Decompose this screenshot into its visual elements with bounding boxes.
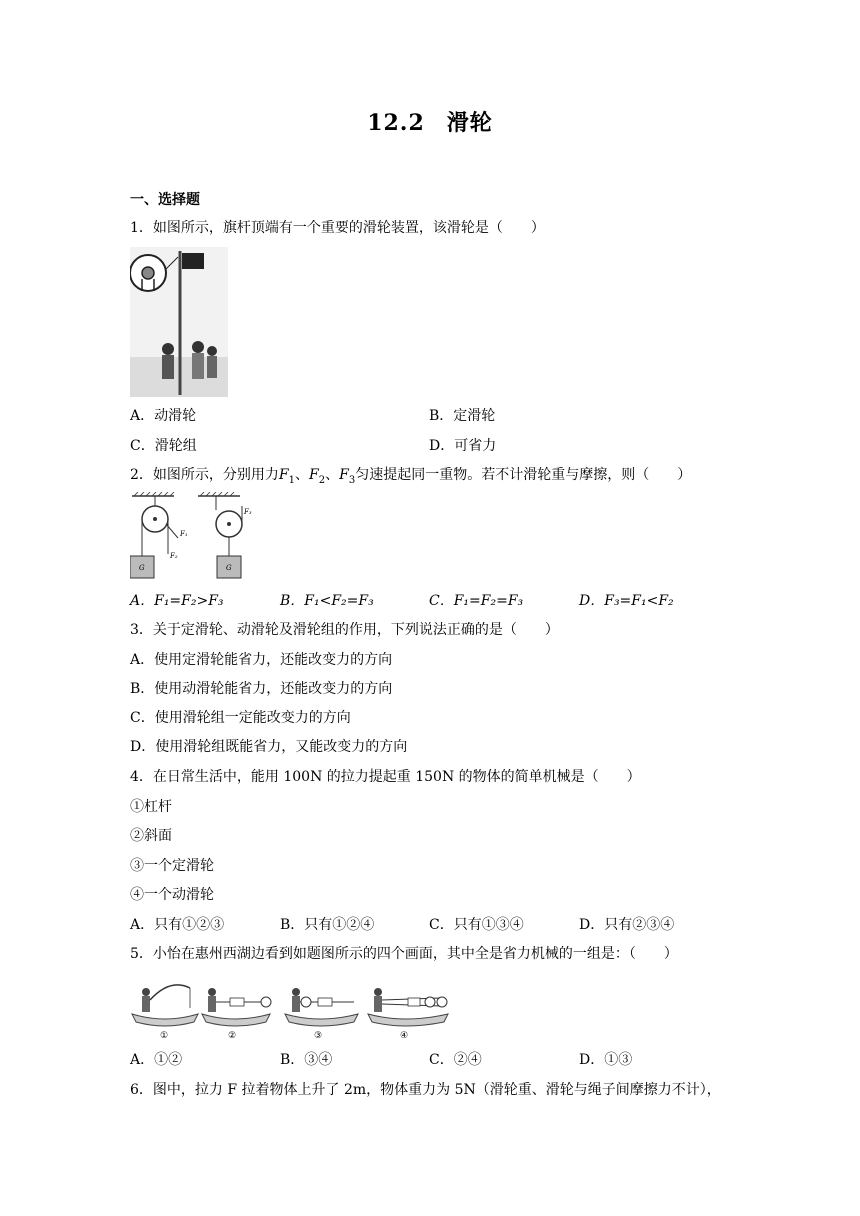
q2-option-c[interactable]: C．F₁=F₂=F₃ bbox=[429, 593, 524, 609]
scene-2-label: ② bbox=[228, 1031, 237, 1040]
q5-option-a[interactable]: A．①② bbox=[130, 1052, 183, 1068]
pulley-figure bbox=[130, 492, 270, 584]
q2-option-a[interactable]: A．F₁=F₂>F₃ bbox=[130, 593, 224, 609]
label-f2: F₂ bbox=[170, 552, 178, 560]
question-3-stem: 3．关于定滑轮、动滑轮及滑轮组的作用，下列说法正确的是（ ） bbox=[130, 622, 559, 638]
q5-option-c[interactable]: C．②④ bbox=[429, 1052, 482, 1068]
q5-option-d[interactable]: D．①③ bbox=[579, 1052, 633, 1068]
q1-option-c[interactable]: C．滑轮组 bbox=[130, 438, 197, 454]
label-g-right: G bbox=[226, 564, 232, 572]
scene-3-label: ③ bbox=[314, 1031, 323, 1040]
question-4-stem: 4．在日常生活中，能用 100N 的拉力提起重 150N 的物体的简单机械是（ ） bbox=[130, 769, 641, 785]
q3-option-c[interactable]: C．使用滑轮组一定能改变力的方向 bbox=[130, 710, 351, 726]
boat-scenes-figure bbox=[130, 976, 455, 1040]
q4-item-4: ④一个动滑轮 bbox=[130, 887, 214, 903]
question-6-stem: 6．图中，拉力 F 拉着物体上升了 2m，物体重力为 5N（滑轮重、滑轮与绳子间摩擦力不计）， bbox=[130, 1082, 721, 1098]
question-5-stem: 5．小怡在惠州西湖边看到如题图所示的四个画面，其中全是省力机械的一组是：（ ） bbox=[130, 946, 678, 962]
q4-item-2: ②斜面 bbox=[130, 828, 172, 844]
label-f3: F₃ bbox=[244, 508, 252, 516]
q4-option-c[interactable]: C．只有①③④ bbox=[429, 917, 524, 933]
flagpole-figure bbox=[130, 247, 228, 397]
scene-2 bbox=[202, 988, 271, 1040]
scene-4-label: ④ bbox=[400, 1031, 409, 1040]
q2-stem-end: 匀速提起同一重物。若不计滑轮重与摩擦，则（ ） bbox=[355, 467, 692, 483]
page-title bbox=[0, 106, 860, 137]
q3-option-a[interactable]: A．使用定滑轮能省力，还能改变力的方向 bbox=[130, 652, 393, 668]
q1-option-a[interactable]: A．动滑轮 bbox=[130, 408, 197, 424]
title-text: 滑轮 bbox=[446, 110, 493, 136]
question-2-stem: 2．如图所示，分别用力$F_1$、$F_2$、$F_3$匀速提起同一重物。若不计滑轮重与摩擦，则（ ） bbox=[130, 467, 692, 486]
scene-1-label: ① bbox=[160, 1031, 169, 1040]
q2-stem-start: 2．如图所示，分别用力 bbox=[130, 467, 279, 483]
q3-option-d[interactable]: D．使用滑轮组既能省力，又能改变力的方向 bbox=[130, 739, 408, 755]
q4-option-a[interactable]: A．只有①②③ bbox=[130, 917, 225, 933]
q3-option-b[interactable]: B．使用动滑轮能省力，还能改变力的方向 bbox=[130, 681, 393, 697]
q1-option-d[interactable]: D．可省力 bbox=[429, 438, 497, 454]
scene-1 bbox=[132, 985, 198, 1040]
question-1-stem: 1．如图所示，旗杆顶端有一个重要的滑轮装置，该滑轮是（ ） bbox=[130, 220, 545, 236]
scene-3 bbox=[285, 988, 358, 1040]
q4-item-3: ③一个定滑轮 bbox=[130, 858, 214, 874]
q2-option-b[interactable]: B．F₁<F₂=F₃ bbox=[280, 593, 374, 609]
q5-option-b[interactable]: B．③④ bbox=[280, 1052, 333, 1068]
q4-option-d[interactable]: D．只有②③④ bbox=[579, 917, 675, 933]
q1-option-b[interactable]: B．定滑轮 bbox=[429, 408, 496, 424]
q4-item-1: ①杠杆 bbox=[130, 799, 172, 815]
section-heading: 一、选择题 bbox=[130, 192, 200, 208]
label-g-left: G bbox=[139, 564, 145, 572]
q4-option-b[interactable]: B．只有①②④ bbox=[280, 917, 375, 933]
label-f1: F₁ bbox=[180, 530, 188, 538]
title-number: 12.2 bbox=[367, 110, 425, 136]
scene-4 bbox=[368, 988, 448, 1040]
q2-option-d[interactable]: D．F₃=F₁<F₂ bbox=[579, 593, 674, 609]
